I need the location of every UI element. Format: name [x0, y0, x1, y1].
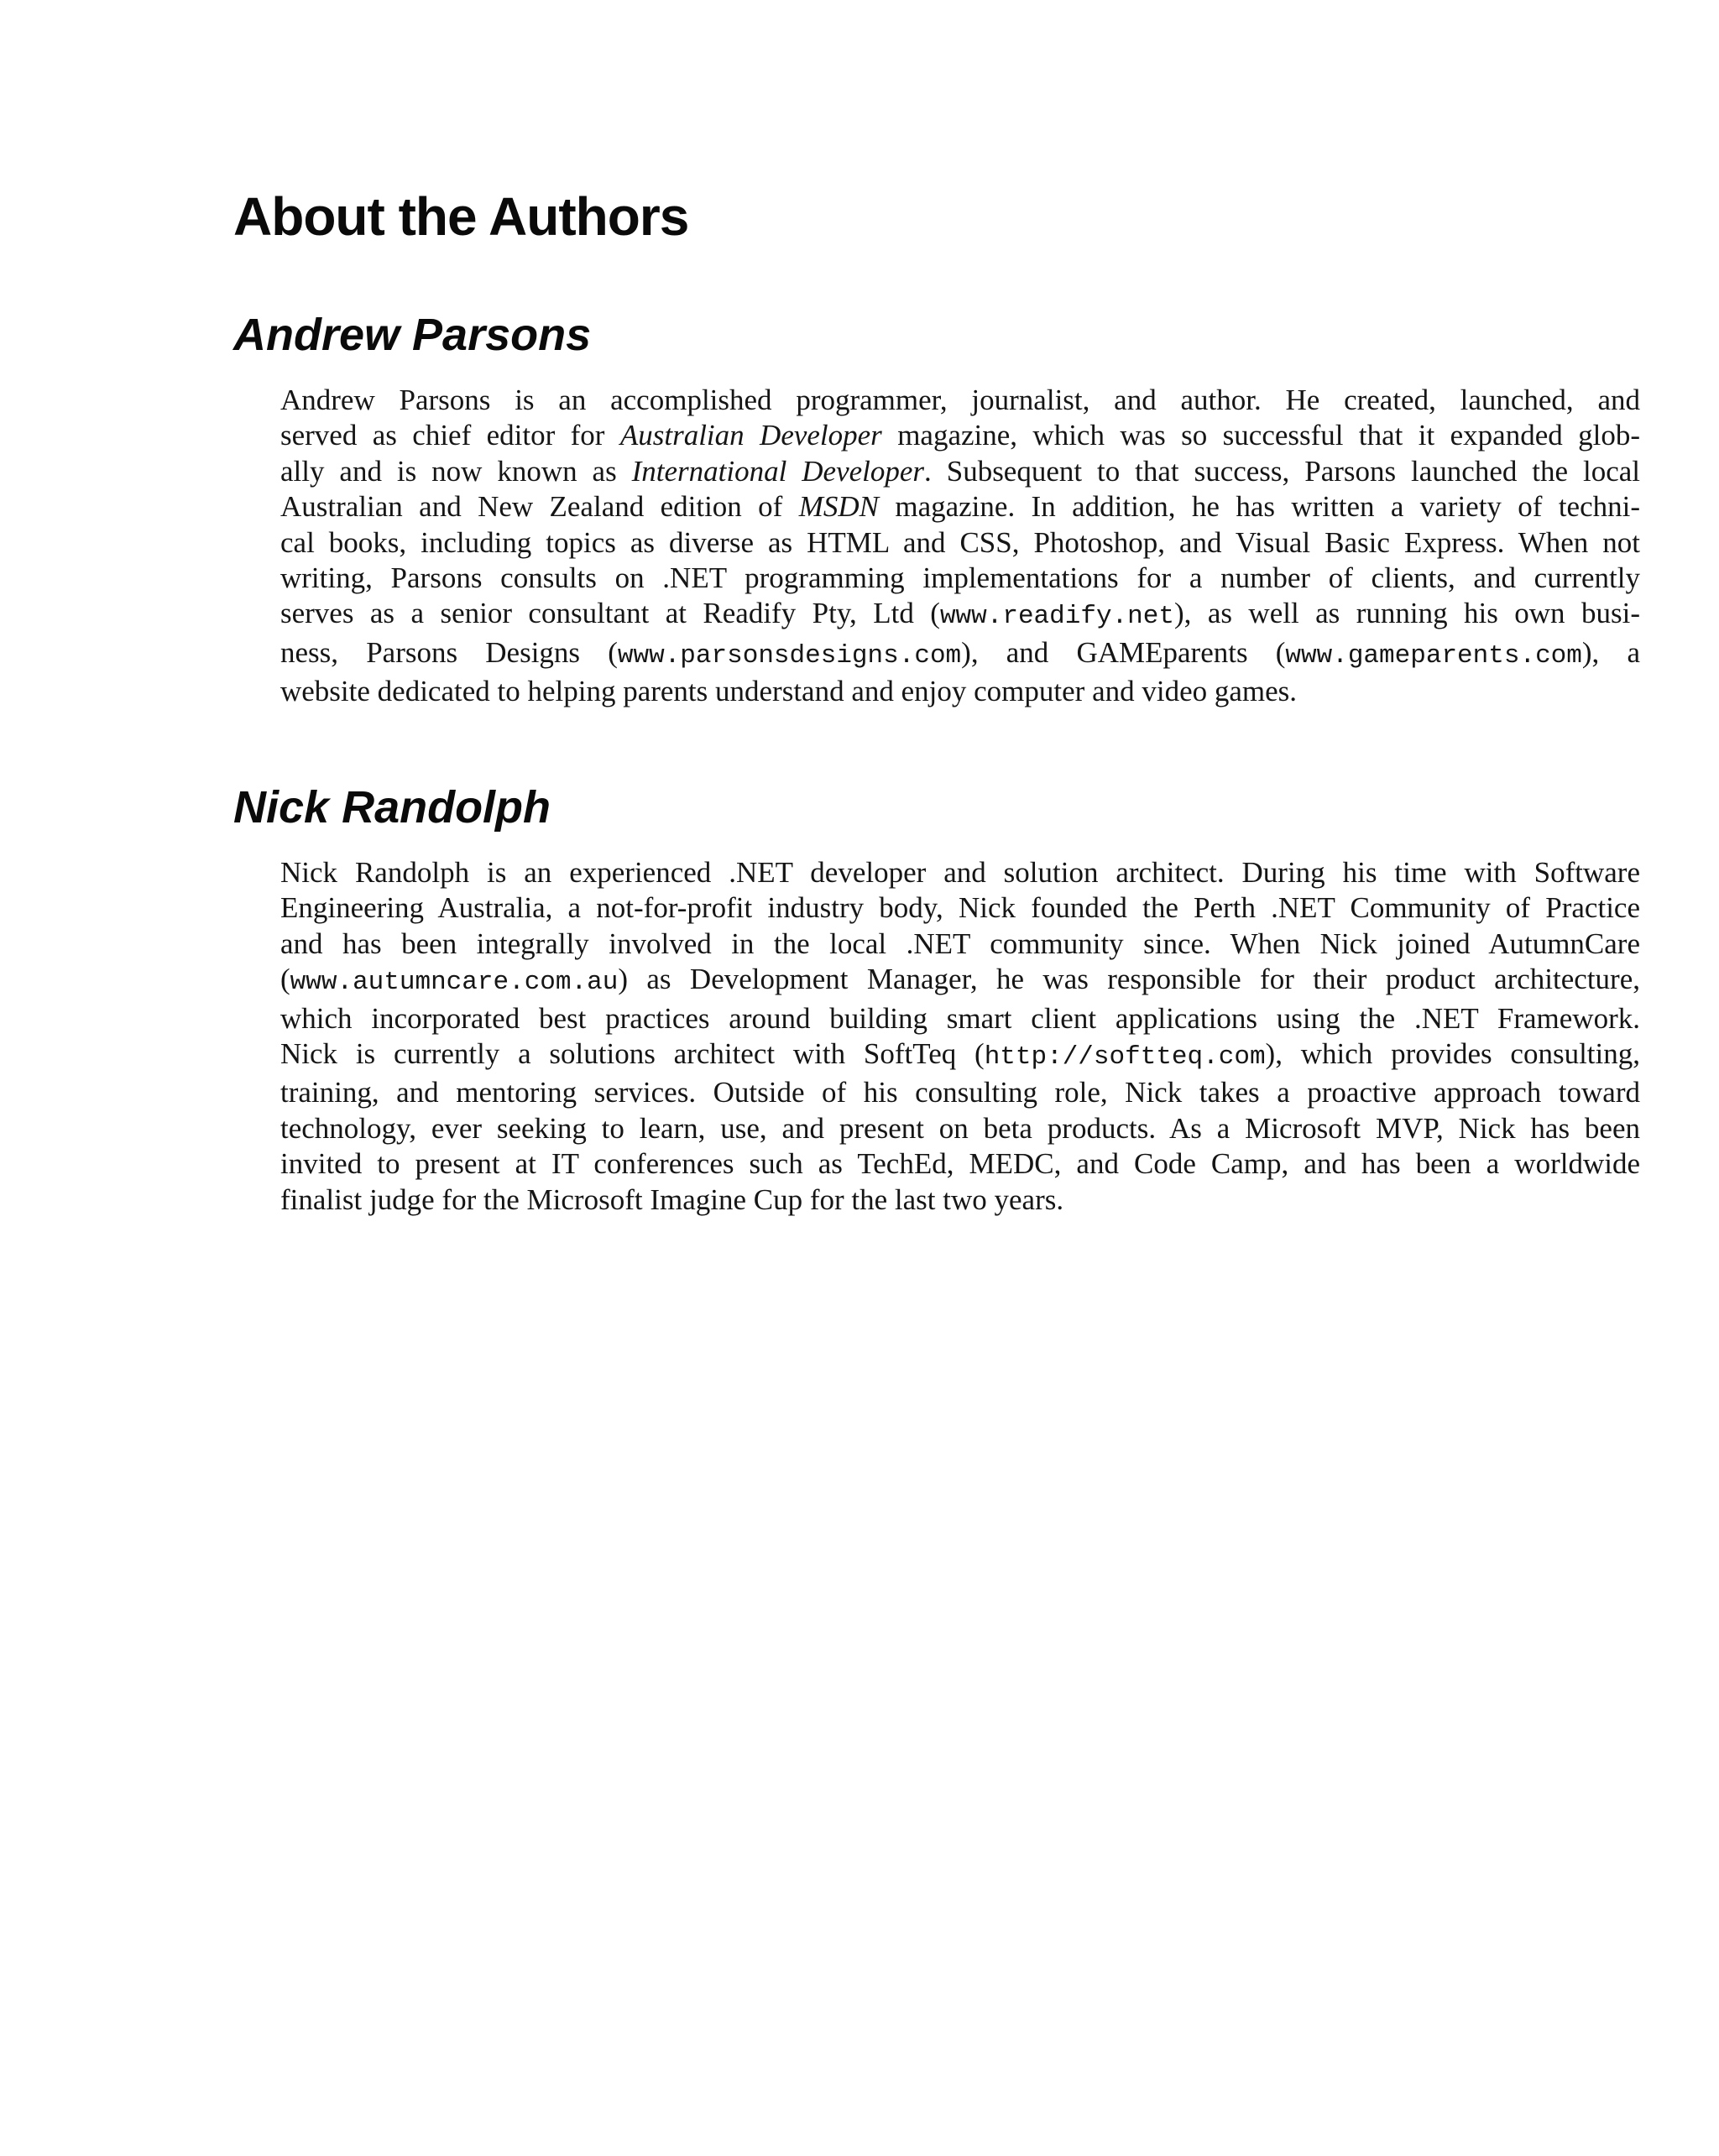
- website-url[interactable]: www.autumncare.com.au: [290, 968, 619, 998]
- bio-text: finalist judge for the Microsoft Imagine Cup for the last two years.: [280, 1182, 1064, 1216]
- bio-text: Andrew Parsons is an accomplished programmer, journalist, and author. He created, launched, and: [280, 384, 1640, 416]
- bio-line: [280, 525, 1640, 561]
- bio-text: training, and mentoring services. Outside of his consulting role, Nick takes a proactive approach toward: [280, 1076, 1640, 1109]
- bio-text: ness, Parsons Designs (: [280, 635, 618, 669]
- bio-text: Nick Randolph is an experienced .NET developer and solution architect. During his time with Software: [280, 856, 1640, 889]
- bio-text: Australian and New Zealand edition of: [280, 490, 799, 524]
- bio-text: ), as well as running his own busi-: [1173, 597, 1640, 630]
- italic-publication-title: MSDN: [798, 490, 879, 524]
- bio-line: [280, 561, 1640, 596]
- bio-line: [280, 454, 1640, 489]
- bio-text: (: [280, 963, 290, 996]
- bio-line: [280, 890, 1640, 926]
- bio-line: [280, 1182, 1640, 1218]
- bio-text: ), and GAMEparents (: [961, 635, 1286, 669]
- bio-text: ) as Development Manager, he was responsible for their product architecture,: [618, 963, 1640, 996]
- bio-line: [280, 1001, 1640, 1036]
- bio-line: [280, 418, 1640, 453]
- bio-text: invited to present at IT conferences such as TechEd, MEDC, and Code Camp, and has been a worldwide: [280, 1147, 1640, 1181]
- bio-line: [280, 596, 1640, 634]
- bio-line: [280, 855, 1640, 890]
- bio-text: served as chief editor for: [280, 419, 620, 452]
- author-bio-andrew-parsons: [280, 383, 1640, 710]
- bio-text: magazine. In addition, he has written a variety of techni-: [878, 490, 1640, 524]
- website-url[interactable]: http://softteq.com: [984, 1042, 1266, 1073]
- page-title: About the Authors: [233, 186, 689, 247]
- bio-text: technology, ever seeking to learn, use, and present on beta products. As a Microsoft MVP, Nick has been: [280, 1111, 1640, 1145]
- bio-line: [280, 635, 1640, 674]
- bio-text: ally and is now known as: [280, 454, 632, 488]
- bio-text: serves as a senior consultant at Readify Pty, Ltd (: [280, 597, 940, 630]
- bio-line: [280, 674, 1640, 709]
- bio-line: [280, 1036, 1640, 1075]
- bio-text: . Subsequent to that success, Parsons launched the local: [924, 454, 1641, 488]
- bio-text: which incorporated best practices around building smart client applications using the .NET Framework.: [280, 1001, 1640, 1035]
- bio-line: [280, 1111, 1640, 1146]
- bio-line: [280, 927, 1640, 962]
- author-bio-nick-randolph: [280, 855, 1640, 1218]
- bio-line: [280, 1146, 1640, 1182]
- author-name-nick-randolph: Nick Randolph: [233, 782, 551, 833]
- website-url[interactable]: www.gameparents.com: [1285, 640, 1582, 671]
- website-url[interactable]: www.parsonsdesigns.com: [617, 640, 962, 671]
- bio-text: ), a: [1581, 635, 1641, 669]
- bio-text: Nick is currently a solutions architect with SoftTeq (: [280, 1037, 985, 1071]
- bio-text: cal books, including topics as diverse as HTML and CSS, Photoshop, and Visual Basic Express. When not: [280, 525, 1640, 559]
- author-name-andrew-parsons: Andrew Parsons: [233, 310, 592, 360]
- bio-text: and has been integrally involved in the local .NET community since. When Nick joined AutumnCare: [280, 927, 1640, 960]
- bio-line: [280, 383, 1640, 418]
- bio-text: ), which provides consulting,: [1265, 1037, 1640, 1071]
- bio-text: writing, Parsons consults on .NET programming implementations for a number of clients, and currently: [280, 561, 1640, 595]
- bio-text: website dedicated to helping parents understand and enjoy computer and video games.: [280, 675, 1298, 708]
- bio-text: Engineering Australia, a not-for-profit industry body, Nick founded the Perth .NET Community of Practice: [280, 891, 1640, 925]
- website-url[interactable]: www.readify.net: [939, 602, 1174, 632]
- italic-publication-title: International Developer: [631, 454, 925, 488]
- italic-publication-title: Australian Developer: [619, 419, 882, 452]
- bio-text: magazine, which was so successful that it expanded glob-: [881, 419, 1641, 452]
- bio-line: [280, 962, 1640, 1000]
- bio-line: [280, 1075, 1640, 1110]
- bio-line: [280, 489, 1640, 525]
